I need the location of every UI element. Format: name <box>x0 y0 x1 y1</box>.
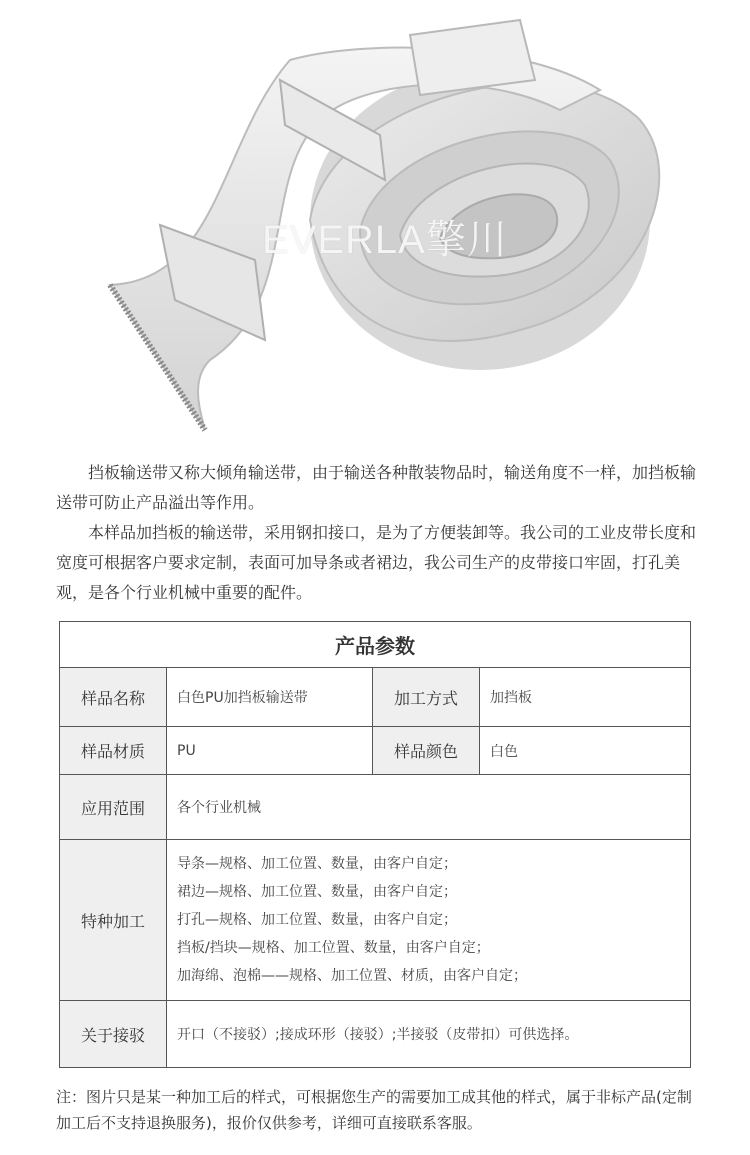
footnote: 注：图片只是某一种加工后的样式，可根据您生产的需要加工成其他的样式，属于非标产品(定制加工后不支持退换服务)，报价仅供参考，详细可直接联系客服。 <box>56 1088 692 1132</box>
list-item: 裙边—规格、加工位置、数量，由客户自定； <box>177 884 457 900</box>
brand-watermark: EVERLA擎川 <box>262 218 508 262</box>
row-label: 样品名称 <box>60 668 167 727</box>
product-parameters-table <box>59 621 691 1068</box>
table-title: 产品参数 <box>60 622 691 668</box>
table-row <box>60 1001 691 1068</box>
row-label: 应用范围 <box>60 775 167 840</box>
table-row <box>60 775 691 840</box>
table-row <box>60 668 691 727</box>
intro-paragraph-1: 挡板输送带又称大倾角输送带，由于输送各种散装物品时，输送角度不一样，加挡板输送带可防止产品溢出等作用。 <box>56 463 697 512</box>
list-item: 加海绵、泡棉——规格、加工位置、材质，由客户自定； <box>177 968 527 984</box>
row-value: 白色PU加挡板输送带 <box>167 668 373 727</box>
product-intro <box>56 458 701 608</box>
list-item: 导条—规格、加工位置、数量，由客户自定； <box>177 856 457 872</box>
row-value: 各个行业机械 <box>167 775 691 840</box>
table-row <box>60 727 691 775</box>
product-photo <box>0 0 750 450</box>
row-label: 加工方式 <box>373 668 480 727</box>
list-item: 挡板/挡块—规格、加工位置、数量，由客户自定； <box>177 940 490 956</box>
row-value-list <box>167 840 691 1001</box>
row-label: 样品材质 <box>60 727 167 775</box>
row-value: 白色 <box>480 727 691 775</box>
table-row <box>60 840 691 1001</box>
intro-paragraph-2: 本样品加挡板的输送带，采用钢扣接口，是为了方便装卸等。我公司的工业皮带长度和宽度可根据客户要求定制，表面可加导条或者裙边，我公司生产的皮带接口牢固，打孔美观，是各个行业机械中重要的配件。 <box>56 523 697 602</box>
row-value: 开口（不接驳）;接成环形（接驳）;半接驳（皮带扣）可供选择。 <box>167 1001 691 1068</box>
row-label: 关于接驳 <box>60 1001 167 1068</box>
row-label: 特种加工 <box>60 840 167 1001</box>
row-label: 样品颜色 <box>373 727 480 775</box>
row-value: PU <box>167 727 373 775</box>
row-value: 加挡板 <box>480 668 691 727</box>
list-item: 打孔—规格、加工位置、数量，由客户自定； <box>177 912 457 928</box>
